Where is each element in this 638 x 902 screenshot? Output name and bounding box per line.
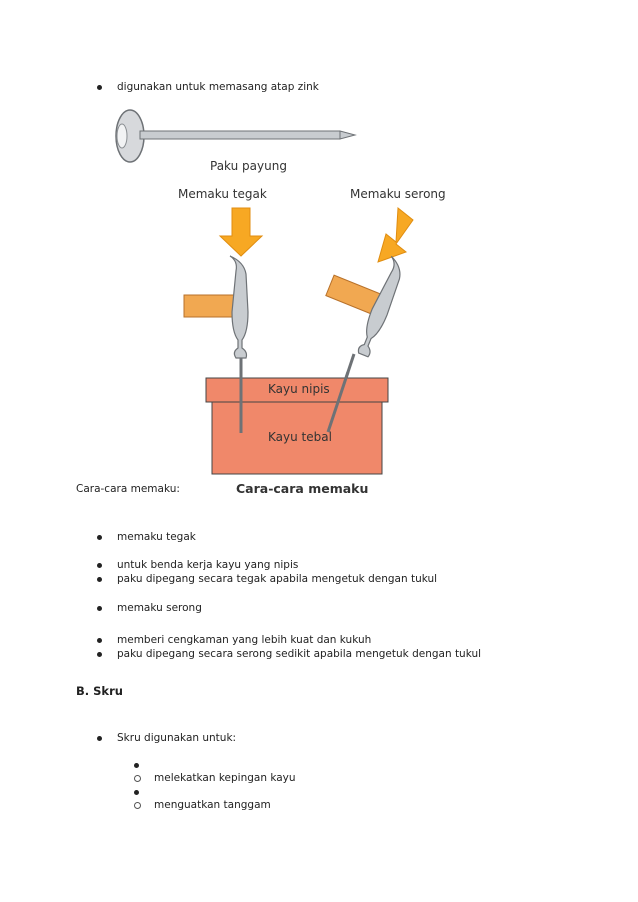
- label-kayu-tebal: Kayu tebal: [268, 430, 332, 444]
- bullet-dot: [97, 563, 102, 568]
- bullet-dot: [97, 638, 102, 643]
- bullet-dot: [97, 577, 102, 582]
- list-item: untuk benda kerja kayu yang nipis: [117, 559, 299, 571]
- section-heading: B. Skru: [76, 684, 123, 698]
- intro-text: Cara-cara memaku:: [76, 483, 180, 495]
- bullet-dot: [97, 85, 102, 90]
- label-memaku-tegak: Memaku tegak: [178, 187, 267, 201]
- top-bullet-text: digunakan untuk memasang atap zink: [117, 81, 319, 93]
- bullet-dot: [97, 652, 102, 657]
- bullet-dot: [134, 790, 139, 795]
- skru-intro-text: Skru digunakan untuk:: [117, 732, 237, 744]
- label-kayu-nipis: Kayu nipis: [268, 382, 330, 396]
- list-item: memaku tegak: [117, 531, 196, 543]
- list-item: memaku serong: [117, 602, 202, 614]
- list-item: paku dipegang secara serong sedikit apabila mengetuk dengan tukul: [117, 648, 482, 660]
- label-memaku-serong: Memaku serong: [350, 187, 446, 201]
- circle-bullet: [134, 802, 141, 809]
- bullet-dot: [134, 763, 139, 768]
- bullet-dot: [97, 535, 102, 540]
- bullet-dot: [97, 606, 102, 611]
- nailing-illustration: [100, 96, 460, 496]
- list-item: memberi cengkaman yang lebih kuat dan kukuh: [117, 634, 372, 646]
- figure-caption: Cara-cara memaku: [236, 481, 369, 496]
- label-paku-payung: Paku payung: [210, 159, 287, 173]
- list-item: paku dipegang secara tegak apabila mengetuk dengan tukul: [117, 573, 438, 585]
- hammer-straight-icon: [184, 256, 248, 358]
- umbrella-nail-icon: [116, 110, 355, 162]
- list-item: menguatkan tanggam: [154, 799, 271, 811]
- arrow-diagonal-icon: [378, 208, 413, 262]
- list-item: melekatkan kepingan kayu: [154, 772, 296, 784]
- arrow-down-icon: [220, 208, 262, 256]
- circle-bullet: [134, 775, 141, 782]
- bullet-dot: [97, 736, 102, 741]
